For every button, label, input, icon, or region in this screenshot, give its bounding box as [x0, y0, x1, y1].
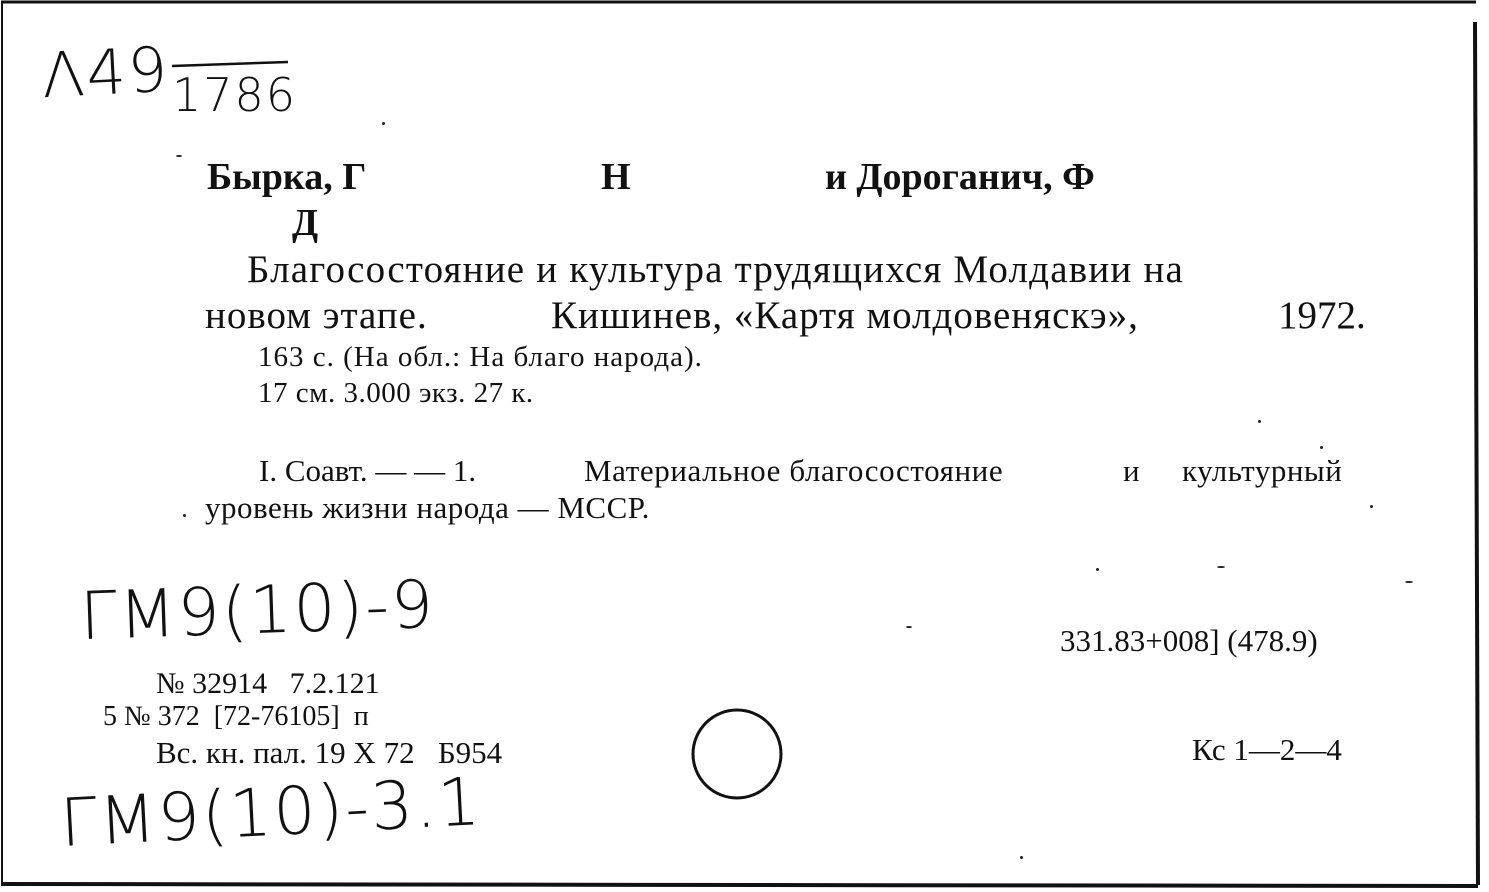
- tracing-line-2: уровень жизни народа — МССР.: [205, 490, 650, 525]
- title-line-2-left: новом этапе.: [205, 294, 428, 337]
- tracing-subject-b: и: [1123, 453, 1140, 488]
- speck: [1096, 568, 1099, 571]
- pages-note: 163 с. (На обл.: На благо народа).: [258, 341, 703, 373]
- speck: [1217, 566, 1225, 568]
- shelfmark-fraction-line: [170, 60, 290, 70]
- speck: [382, 122, 385, 125]
- punch-hole: [688, 705, 788, 805]
- order-number-2: 5 № 372 [72-76105] п: [103, 701, 369, 732]
- coauthor-name: и Дороганич, Ф: [825, 156, 1095, 198]
- class-code-handwritten-2: ΓΜ9(10)-3.1: [58, 763, 484, 862]
- speck: [1405, 581, 1413, 583]
- shelfmark-number: 1786: [172, 68, 298, 122]
- speck: [1020, 856, 1023, 859]
- order-number: № 32914 7.2.121: [156, 667, 380, 700]
- speck: [906, 626, 912, 628]
- speck: [176, 155, 182, 157]
- shelfmark-prefix: Λ49: [40, 32, 172, 113]
- author-initial-d: Д: [292, 202, 319, 244]
- format-note: 17 см. 3.000 экз. 27 к.: [258, 377, 534, 409]
- author-name: Бырка, Г: [207, 156, 367, 198]
- book-chamber-note: Вс. кн. пал. 19 X 72 Б954: [156, 735, 503, 770]
- class-code-handwritten-1: ΓΜ9(10)-9: [78, 565, 437, 656]
- author-initial-n: Н: [601, 156, 631, 198]
- tracing-coauthor: I. Соавт. — — 1.: [259, 453, 477, 488]
- title-line-1: Благосостояние и культура трудящихся Молдавии на: [247, 248, 1185, 291]
- speck: [1320, 446, 1323, 449]
- udc-code: 331.83+008] (478.9): [1060, 623, 1318, 658]
- speck: [1370, 505, 1373, 508]
- publisher: Кишинев, «Картя молдовеняскэ»,: [551, 294, 1139, 337]
- kc-code: Кс 1—2—4: [1192, 732, 1342, 767]
- tracing-subject-c: культурный: [1182, 453, 1343, 488]
- publication-year: 1972.: [1278, 294, 1366, 337]
- speck: [183, 514, 186, 517]
- tracing-subject-a: Материальное благосостояние: [584, 453, 1004, 488]
- speck: [1258, 420, 1261, 423]
